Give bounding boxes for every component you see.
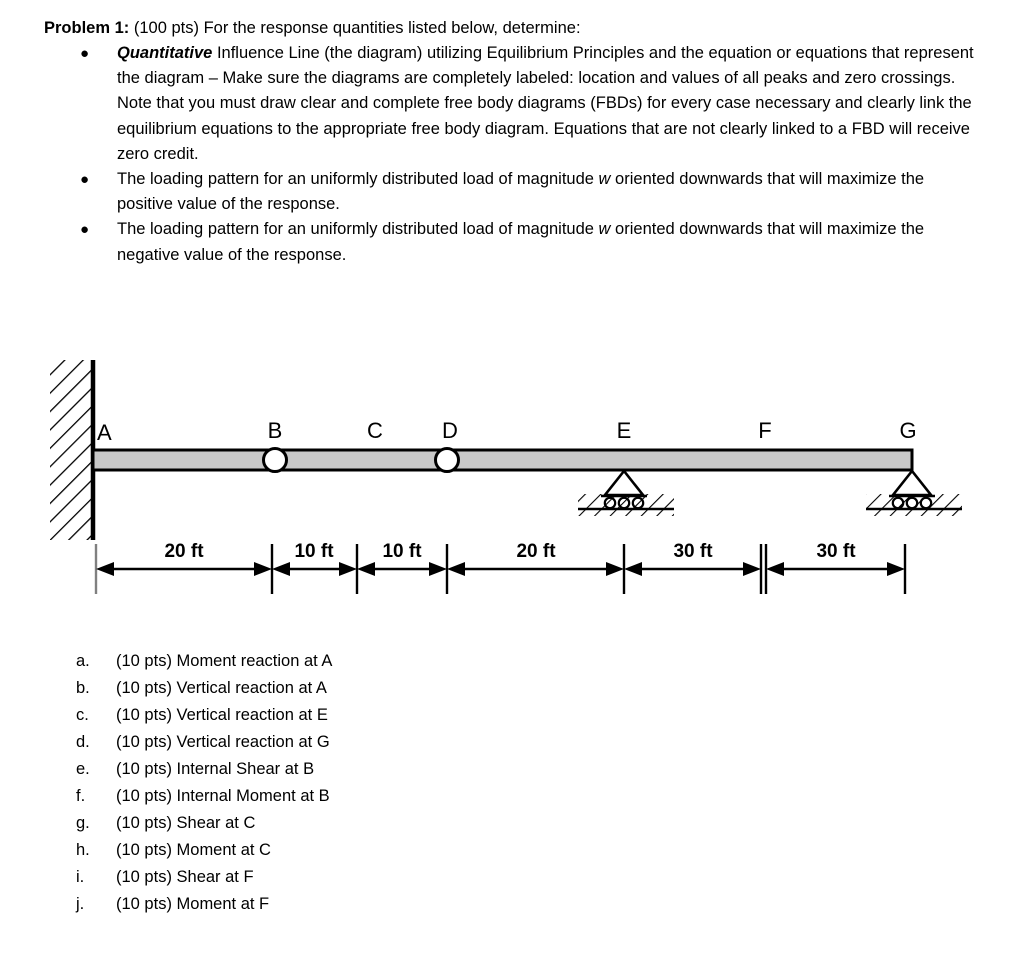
list-item-label: (10 pts) Moment at C [116, 841, 271, 859]
bullet-text: Influence Line (the diagram) utilizing Equilibrium Principles and the equation or equations that represent the diagram – Make sure the diagrams are completely labeled: location and values of all peaks and zero crossings. Note that you must draw clear and complete free body diagrams (FBDs) for every case necessary and clearly link the equilibrium equations to the appropriate free body diagram. Equations that are not clearly linked to a FBD will receive zero credit. [117, 44, 974, 163]
list-item [44, 837, 644, 864]
list-item [44, 217, 984, 267]
problem-points-intro: (100 pts) For the response quantities listed below, determine: [129, 19, 581, 37]
list-item-label: (10 pts) Internal Moment at B [116, 787, 330, 805]
dimension-segment [96, 541, 272, 576]
list-item [44, 756, 644, 783]
roller-support-g [866, 471, 962, 516]
roller-support-e [578, 471, 674, 516]
beam-diagram [0, 332, 1024, 622]
variable-w: w [598, 170, 611, 189]
beam-member [93, 450, 912, 470]
node-label-b: B [267, 418, 283, 443]
list-marker: b. [76, 679, 90, 697]
bullet-emphasis: Quantitative [117, 44, 213, 62]
variable-w: w [598, 220, 611, 239]
node-label-e: E [616, 418, 632, 443]
list-item [44, 702, 644, 729]
dimension-segment [272, 541, 357, 576]
list-marker: h. [76, 841, 90, 859]
dimension-segment [766, 541, 905, 576]
list-marker: j. [76, 895, 85, 913]
list-marker: c. [76, 706, 89, 724]
bullet-text-before: The loading pattern for an uniformly distributed load of magnitude [117, 170, 599, 189]
node-label-f: F [758, 418, 772, 443]
sub-questions-list [44, 648, 644, 918]
list-item [44, 648, 644, 675]
list-item-label: (10 pts) Vertical reaction at A [116, 679, 327, 697]
list-item-label: (10 pts) Vertical reaction at G [116, 733, 330, 751]
problem-number: Problem 1: [44, 19, 130, 37]
node-label-c: C [367, 418, 383, 443]
list-marker: g. [76, 814, 90, 832]
dim-label-5: 30 ft [673, 541, 713, 562]
node-label-a: A [97, 420, 112, 445]
list-item [44, 41, 984, 167]
list-item-label: (10 pts) Shear at C [116, 814, 256, 832]
hinge-b [264, 449, 287, 472]
dim-label-6: 30 ft [816, 541, 856, 562]
list-item [44, 167, 984, 217]
problem-statement [44, 16, 984, 268]
list-item-label: (10 pts) Internal Shear at B [116, 760, 315, 778]
list-item [44, 810, 644, 837]
list-item [44, 864, 644, 891]
node-label-d: D [442, 418, 458, 443]
dimension-segment [624, 541, 761, 576]
dimension-line-group [96, 541, 905, 594]
list-marker: a. [76, 652, 90, 670]
dimension-segment [447, 541, 624, 576]
list-item-label: (10 pts) Shear at F [116, 868, 254, 886]
bullet-text-after: oriented downwards that will maximize the positive value of the response. [117, 170, 925, 214]
requirements-list [44, 41, 984, 268]
list-item [44, 783, 644, 810]
fixed-support-wall [50, 360, 93, 540]
page-title [44, 16, 984, 41]
dimension-segment [357, 541, 447, 576]
dim-label-2: 10 ft [294, 541, 334, 562]
bullet-icon: ● [80, 221, 90, 239]
bullet-text-after: oriented downwards that will maximize the negative value of the response. [117, 220, 925, 264]
list-marker: d. [76, 733, 90, 751]
bullet-icon: ● [80, 171, 90, 189]
list-item-label: (10 pts) Moment reaction at A [116, 652, 333, 670]
node-label-g: G [899, 418, 917, 443]
bullet-text-before: The loading pattern for an uniformly distributed load of magnitude [117, 220, 599, 239]
list-marker: f. [76, 787, 86, 805]
hinge-d [436, 449, 459, 472]
dim-label-1: 20 ft [164, 541, 204, 562]
list-item [44, 729, 644, 756]
bullet-icon: ● [80, 45, 90, 62]
list-marker: i. [76, 868, 85, 886]
list-item [44, 891, 644, 918]
list-item-label: (10 pts) Moment at F [116, 895, 270, 913]
list-item [44, 675, 644, 702]
list-item-label: (10 pts) Vertical reaction at E [116, 706, 328, 724]
dim-label-3: 10 ft [382, 541, 422, 562]
list-marker: e. [76, 760, 90, 778]
dim-label-4: 20 ft [516, 541, 556, 562]
